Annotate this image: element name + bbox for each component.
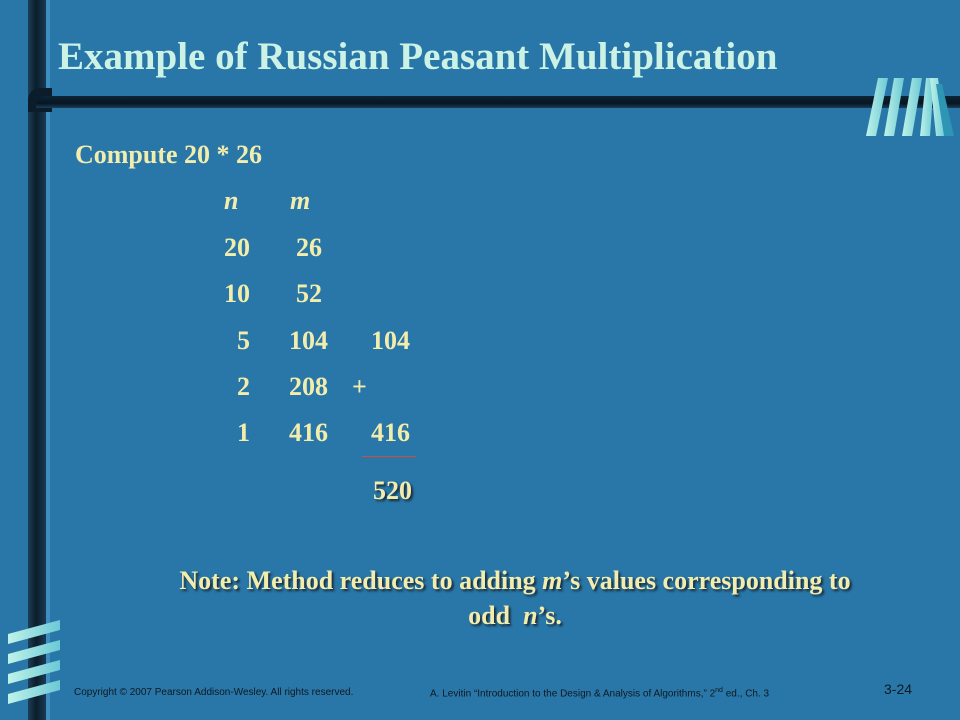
- header-m: m: [290, 186, 311, 215]
- row-n-value: 1: [237, 418, 250, 447]
- row-n-value: 2: [237, 372, 250, 401]
- row-m-value: 416: [289, 418, 328, 447]
- note-m-variable: m: [542, 566, 563, 595]
- compute-line: Compute 20 * 26: [75, 140, 263, 169]
- book-citation: [430, 687, 769, 699]
- citation-superscript: nd: [715, 687, 723, 694]
- citation-text: A. Levitin “Introduction to the Design & Analysis of Algorithms,” 2: [430, 688, 716, 700]
- note-text: [70, 564, 960, 633]
- row-m-value: 104: [289, 326, 328, 355]
- sum-result: 520: [373, 476, 412, 505]
- note-part: ’s values corresponding to: [562, 566, 851, 595]
- note-part: ’s.: [537, 600, 562, 630]
- row-m-value: 52: [296, 279, 322, 308]
- sum-divider: [362, 456, 416, 457]
- title-underline-bar: [36, 96, 960, 108]
- note-part: Note: Method reduces to adding: [179, 566, 543, 595]
- row-n-value: 10: [224, 279, 250, 308]
- row-n-value: 20: [224, 233, 250, 262]
- publisher-logo-icon: [858, 74, 958, 138]
- note-n-variable: n: [523, 600, 538, 630]
- row-added-value: 104: [371, 326, 410, 355]
- row-n-value: 5: [237, 326, 250, 355]
- plus-sign: +: [352, 372, 367, 401]
- slide-title: Example of Russian Peasant Multiplication: [58, 35, 778, 78]
- corner-stripes-icon: [4, 620, 66, 710]
- page-number: 3-24: [884, 681, 913, 697]
- note-part: odd: [468, 600, 524, 630]
- citation-text: ed., Ch. 3: [722, 688, 770, 700]
- row-m-value: 26: [296, 233, 322, 262]
- header-n: n: [224, 186, 239, 215]
- row-m-value: 208: [289, 372, 328, 401]
- copyright-notice: Copyright © 2007 Pearson Addison-Wesley. All rights reserved.: [74, 687, 354, 698]
- row-added-value: 416: [371, 418, 410, 447]
